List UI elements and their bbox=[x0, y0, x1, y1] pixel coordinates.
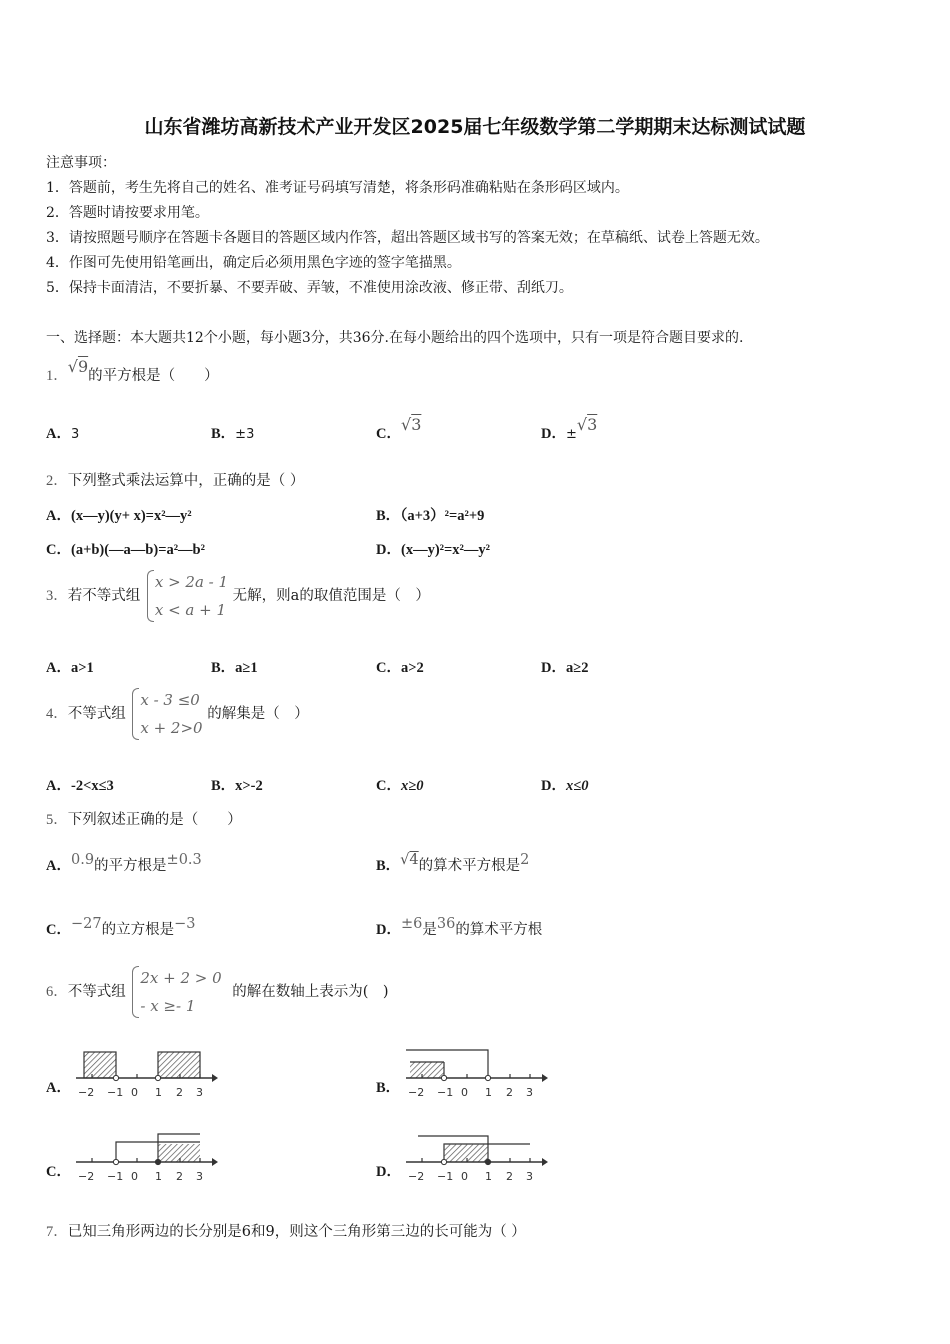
tick-label: 2 bbox=[176, 1170, 183, 1183]
option-text: -2<x≤3 bbox=[70, 778, 114, 794]
option-text: a≥1 bbox=[235, 660, 258, 676]
option-label: D． bbox=[376, 922, 401, 938]
solution-region bbox=[410, 1062, 444, 1078]
option-text: 的算术平方根是 bbox=[418, 858, 521, 874]
option-text: a>1 bbox=[70, 660, 94, 676]
endpoint-marker bbox=[113, 1075, 118, 1080]
question-5 bbox=[46, 808, 242, 829]
question-number: 7． bbox=[46, 1224, 68, 1240]
axis-arrow bbox=[212, 1158, 218, 1166]
option-text: x>-2 bbox=[235, 778, 263, 794]
question-stem: 的解在数轴上表示为( ) bbox=[232, 984, 389, 1000]
option-label: D． bbox=[541, 660, 566, 676]
tick-label: −1 bbox=[437, 1086, 454, 1099]
option-label: D． bbox=[376, 1164, 401, 1180]
math-value: 36 bbox=[436, 916, 456, 932]
option-label: B． bbox=[376, 508, 401, 524]
option-label: A． bbox=[46, 426, 71, 442]
solution-region bbox=[158, 1144, 200, 1162]
question-number: 4． bbox=[46, 706, 68, 722]
option-label: C． bbox=[46, 1164, 71, 1180]
option-d[interactable] bbox=[541, 774, 588, 795]
question-number: 2． bbox=[46, 473, 68, 489]
axis-arrow bbox=[542, 1074, 548, 1082]
option-label: A． bbox=[46, 660, 71, 676]
option-label: D． bbox=[376, 542, 401, 558]
question-number: 5． bbox=[46, 812, 68, 828]
tick-label: −1 bbox=[107, 1086, 124, 1099]
radicand: 4 bbox=[409, 852, 419, 868]
option-label: A． bbox=[46, 508, 71, 524]
tick-label: 3 bbox=[196, 1086, 203, 1099]
option-text: x≤0 bbox=[565, 778, 589, 794]
option-text: 的平方根是 bbox=[94, 858, 167, 874]
option-text: (x—y)(y+ x)=x²—y² bbox=[70, 508, 192, 524]
tick-label: 1 bbox=[155, 1086, 162, 1099]
tick-label: 2 bbox=[506, 1086, 513, 1099]
option-label: B． bbox=[376, 1080, 401, 1096]
option-b[interactable]: B．√4的算术平方根是2 bbox=[376, 852, 530, 874]
option-label: C． bbox=[376, 660, 401, 676]
option-label: A． bbox=[46, 858, 71, 874]
option-c[interactable] bbox=[46, 918, 195, 939]
math-value: ±6 bbox=[400, 916, 423, 932]
notice-item: 4．作图可先使用铅笔画出，确定后必须用黑色字迹的签字笔描黑。 bbox=[46, 255, 461, 271]
option-text: 3 bbox=[70, 427, 80, 442]
question-1: 1．√9的平方根是（ ） bbox=[46, 357, 219, 384]
option-d[interactable] bbox=[541, 656, 588, 677]
endpoint-marker bbox=[485, 1075, 490, 1080]
notice-item: 3．请按照题号顺序在答题卡各题目的答题区域内作答，超出答题区域书写的答案无效；在草稿纸、试卷上答题无效。 bbox=[46, 230, 769, 246]
tick-label: −2 bbox=[78, 1086, 95, 1099]
tick-label: −2 bbox=[408, 1170, 425, 1183]
question-stem: 不等式组 bbox=[67, 706, 126, 722]
tick-label: 0 bbox=[461, 1170, 468, 1183]
option-c[interactable] bbox=[376, 774, 423, 795]
option-b[interactable] bbox=[376, 1076, 400, 1097]
system-line: x > 2a - 1 bbox=[154, 573, 229, 591]
number-line-d bbox=[402, 1130, 552, 1188]
axis-arrow bbox=[542, 1158, 548, 1166]
axis-arrow bbox=[212, 1074, 218, 1082]
tick-label: 2 bbox=[176, 1086, 183, 1099]
option-d[interactable]: D．±√3 bbox=[541, 415, 598, 442]
question-3 bbox=[46, 568, 430, 624]
question-stem: 无解，则a的取值范围是（ ） bbox=[232, 588, 430, 604]
solution-region bbox=[444, 1144, 488, 1162]
option-a[interactable] bbox=[46, 422, 79, 443]
page-title: 山东省潍坊高新技术产业开发区2025届七年级数学第二学期期末达标测试试题 bbox=[144, 116, 806, 138]
number-line-c bbox=[72, 1130, 222, 1188]
notice-item: 2．答题时请按要求用笔。 bbox=[46, 205, 209, 221]
option-label: B． bbox=[376, 858, 401, 874]
endpoint-marker bbox=[441, 1159, 446, 1164]
system-line: - x ≥- 1 bbox=[140, 997, 196, 1015]
endpoint-marker bbox=[441, 1075, 446, 1080]
question-7 bbox=[46, 1220, 526, 1241]
inequality-system bbox=[130, 964, 221, 1020]
inequality-system bbox=[145, 568, 228, 624]
math-value: −3 bbox=[174, 916, 196, 932]
option-text: 是 bbox=[422, 922, 437, 938]
option-text: (x—y)²=x²—y² bbox=[400, 542, 490, 558]
option-label: B． bbox=[211, 660, 236, 676]
option-b[interactable] bbox=[211, 774, 263, 795]
question-stem: 若不等式组 bbox=[67, 588, 141, 604]
option-text: (a+b)(—a—b)=a²—b² bbox=[70, 542, 205, 558]
option-d[interactable] bbox=[376, 1160, 401, 1181]
radicand: 3 bbox=[411, 415, 422, 434]
endpoint-marker bbox=[155, 1159, 160, 1164]
option-label: D． bbox=[541, 778, 566, 794]
question-stem: 的解集是（ ） bbox=[207, 706, 309, 722]
tick-label: 2 bbox=[506, 1170, 513, 1183]
section-heading: 一、选择题：本大题共12个小题，每小题3分，共36分.在每小题给出的四个选项中，只有一项是符合题目要求的. bbox=[46, 330, 744, 346]
option-d[interactable] bbox=[376, 918, 542, 939]
system-line: x + 2>0 bbox=[140, 719, 203, 737]
math-value: −27 bbox=[70, 916, 102, 932]
option-text: ±3 bbox=[235, 427, 255, 442]
inequality-system bbox=[130, 686, 202, 742]
option-label: C． bbox=[376, 778, 401, 794]
question-2 bbox=[46, 469, 304, 490]
solution-region bbox=[84, 1052, 116, 1078]
number-line-a bbox=[72, 1046, 222, 1104]
option-d[interactable] bbox=[376, 538, 490, 559]
notice-item: 5．保持卡面清洁，不要折暴、不要弄破、弄皱，不准使用涂改液、修正带、刮纸刀。 bbox=[46, 280, 573, 296]
math-value: ±0.3 bbox=[166, 852, 202, 868]
tick-label: −1 bbox=[107, 1170, 124, 1183]
question-number: 1． bbox=[46, 368, 68, 384]
notice-heading: 注意事项： bbox=[46, 155, 116, 171]
option-text: 的算术平方根 bbox=[455, 922, 543, 938]
tick-label: 0 bbox=[461, 1086, 468, 1099]
option-label: A． bbox=[46, 1080, 71, 1096]
option-a[interactable] bbox=[46, 774, 114, 795]
option-a[interactable] bbox=[46, 504, 192, 525]
option-label: B． bbox=[211, 778, 236, 794]
option-label: C． bbox=[46, 922, 71, 938]
question-number: 6． bbox=[46, 984, 68, 1000]
solution-region bbox=[158, 1052, 200, 1078]
option-a[interactable] bbox=[46, 656, 94, 677]
tick-label: 0 bbox=[131, 1086, 138, 1099]
radicand: 9 bbox=[77, 357, 89, 376]
tick-label: −2 bbox=[78, 1170, 95, 1183]
system-line: x < a + 1 bbox=[154, 601, 227, 619]
number-line-b bbox=[402, 1046, 552, 1104]
tick-label: 1 bbox=[485, 1170, 492, 1183]
option-label: C． bbox=[46, 542, 71, 558]
option-a[interactable] bbox=[46, 1076, 71, 1097]
math-value: 2 bbox=[520, 852, 530, 868]
option-c[interactable] bbox=[46, 1160, 71, 1181]
question-stem: 不等式组 bbox=[67, 984, 126, 1000]
option-text: x≥0 bbox=[400, 778, 424, 794]
option-c[interactable]: C．√3 bbox=[376, 415, 422, 442]
option-b[interactable] bbox=[211, 656, 258, 677]
tick-label: 0 bbox=[131, 1170, 138, 1183]
option-label: B． bbox=[211, 426, 236, 442]
math-value: 0.9 bbox=[70, 852, 95, 868]
option-text: 的立方根是 bbox=[101, 922, 175, 938]
option-a[interactable] bbox=[46, 854, 202, 875]
question-stem: 下列叙述正确的是（ ） bbox=[67, 812, 242, 828]
tick-label: −2 bbox=[408, 1086, 425, 1099]
option-c[interactable] bbox=[376, 656, 424, 677]
system-line: x - 3 ≤0 bbox=[140, 691, 200, 709]
question-stem: 已知三角形两边的长分别是6和9，则这个三角形第三边的长可能为（ ） bbox=[67, 1224, 526, 1240]
option-text: （a+3）²=a²+9 bbox=[400, 508, 485, 524]
option-prefix: ± bbox=[565, 427, 577, 442]
question-6 bbox=[46, 964, 389, 1020]
question-number: 3． bbox=[46, 588, 68, 604]
tick-label: 3 bbox=[526, 1170, 533, 1183]
endpoint-marker bbox=[155, 1075, 160, 1080]
option-b[interactable] bbox=[211, 422, 254, 443]
option-c[interactable] bbox=[46, 538, 205, 559]
tick-label: 3 bbox=[526, 1086, 533, 1099]
question-stem: 的平方根是（ ） bbox=[88, 368, 219, 384]
tick-label: 3 bbox=[196, 1170, 203, 1183]
option-text: a≥2 bbox=[565, 660, 589, 676]
option-label: A． bbox=[46, 778, 71, 794]
option-b[interactable] bbox=[376, 504, 484, 525]
option-label: C． bbox=[376, 426, 401, 442]
tick-label: −1 bbox=[437, 1170, 454, 1183]
question-4 bbox=[46, 686, 309, 742]
endpoint-marker bbox=[485, 1159, 490, 1164]
notice-item: 1．答题前，考生先将自己的姓名、准考证号码填写清楚，将条形码准确粘贴在条形码区域内。 bbox=[46, 180, 629, 196]
radicand: 3 bbox=[587, 415, 598, 434]
endpoint-marker bbox=[113, 1159, 118, 1164]
question-stem: 下列整式乘法运算中，正确的是（ ） bbox=[67, 473, 305, 489]
option-text: a>2 bbox=[400, 660, 424, 676]
tick-label: 1 bbox=[485, 1086, 492, 1099]
tick-label: 1 bbox=[155, 1170, 162, 1183]
option-label: D． bbox=[541, 426, 566, 442]
system-line: 2x + 2 > 0 bbox=[140, 969, 222, 987]
